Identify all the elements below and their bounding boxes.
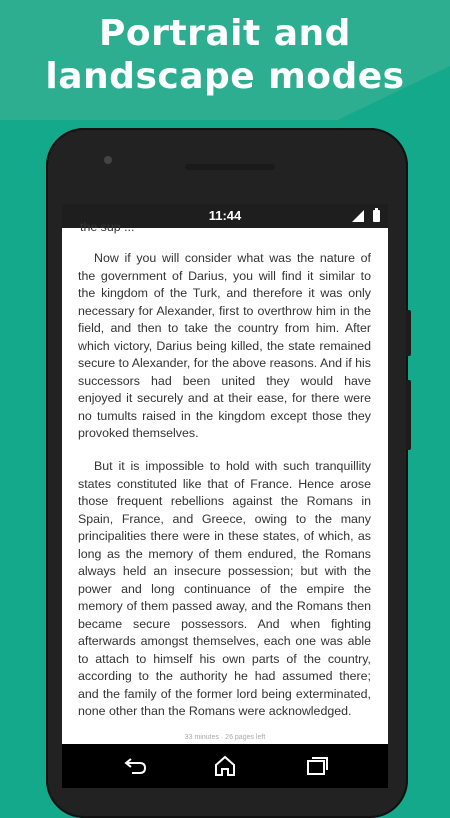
reading-progress: 33 minutes · 26 pages left	[184, 734, 266, 741]
recents-button[interactable]	[287, 744, 347, 788]
recents-icon	[305, 755, 329, 777]
phone-screen	[62, 204, 388, 788]
status-clock: 11:44	[208, 208, 242, 223]
home-icon	[213, 755, 237, 777]
front-camera	[104, 156, 112, 164]
paragraph-2: But it is impossible to hold with such tranquillity states constituted like that of France. Hence arose those frequent rebellions against the Romans in Spain, France, and Greece, owing to the many principalities there were in these states, of which, as long as the memory of them endured, the Romans always held an insecure possession; but with the power and long continuance of the empire the memory of them passed away, and the Romans then became secure possessors. And when fighting afterwards amongst themselves, each one was able to attach to himself his own parts of the country, according to the authority he had assumed there; and the family of the former lord being exterminated, none other than the Romans were acknowledged.	[78, 459, 371, 718]
battery-icon	[373, 210, 380, 222]
reader-page[interactable]	[62, 220, 388, 724]
headline-line-1: Portrait and	[99, 13, 351, 54]
navigation-bar	[62, 744, 388, 788]
back-button[interactable]	[106, 744, 166, 788]
power-button	[406, 380, 411, 450]
cut-off-text-line: the sup ...	[80, 220, 135, 234]
paragraph-1: Now if you will consider what was the nature of the government of Darius, you will find it similar to the kingdom of the Turk, and therefore it was only necessary for Alexander, first to overthrow him in the field, and then to take the country from him. After which victory, Darius being killed, the state remained secure to Alexander, for the above reasons. And if his successors had been united they would have enjoyed it securely and at their ease, for there were no tumults raised in the kingdom except those they provoked themselves.	[78, 251, 371, 440]
headline-line-2: landscape modes	[45, 56, 405, 97]
volume-button	[406, 310, 411, 356]
promo-headline	[0, 12, 450, 98]
home-button[interactable]	[195, 744, 255, 788]
back-arrow-icon	[124, 755, 148, 777]
earpiece-speaker	[185, 164, 275, 170]
